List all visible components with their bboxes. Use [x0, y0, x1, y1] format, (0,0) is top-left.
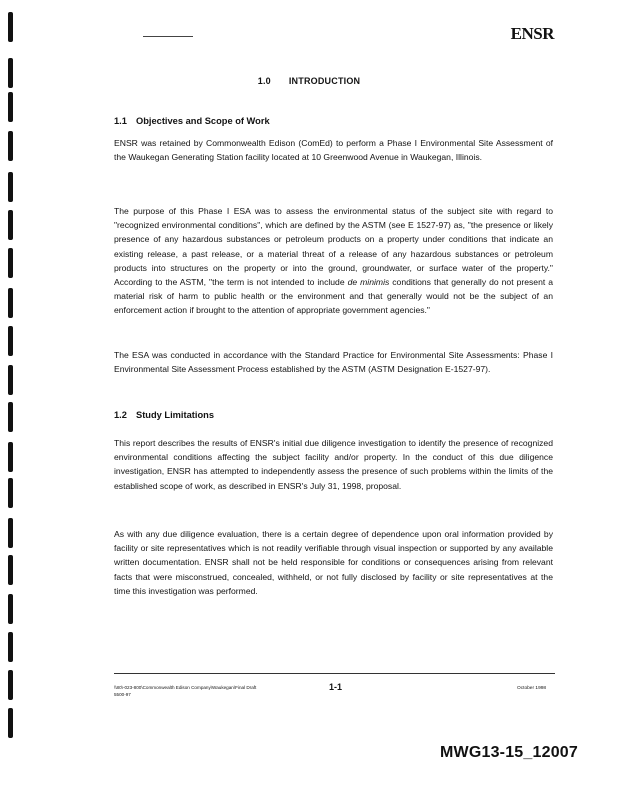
header-rule [143, 36, 193, 37]
section-number: 1.0 [257, 76, 271, 86]
punch-mark [8, 708, 13, 738]
subsection-number: 1.1 [114, 116, 127, 126]
punch-mark [8, 555, 13, 585]
subsection-heading-1-2 [114, 410, 214, 420]
section-heading [0, 76, 618, 86]
paragraph-purpose [114, 204, 553, 318]
page-number: 1-1 [329, 682, 343, 692]
subsection-title: Study Limitations [136, 410, 214, 420]
subsection-title: Objectives and Scope of Work [136, 116, 270, 126]
paragraph-standard-practice: The ESA was conducted in accordance with the Standard Practice for Environmental Site Assessments: Phase I Environmental Site Assessment Process established by the ASTM (ASTM Designation E-1527-97). [114, 350, 553, 375]
footer-date: October 1998 [517, 686, 547, 691]
punch-mark [8, 326, 13, 356]
punch-mark [8, 402, 13, 432]
punch-mark [8, 92, 13, 122]
punch-mark [8, 365, 13, 395]
paragraph-purpose-text-a: The purpose of this Phase I ESA was to assess the environmental status of the subject site with regard to "recognized environmental conditions", which are defined by the ASTM (see E 1527-97) as, "the presence or likely presence of any hazardous substances or petroleum products on a property under conditions that indicate an existing release, a past release, or a material threat of a release of any hazardous substances or petroleum products into structures on the property or into the ground, groundwater, or surface water of the property." According to the ASTM, "the term is not intended to include [114, 206, 553, 288]
company-logo: ENSR [510, 24, 554, 43]
punch-mark [8, 12, 13, 42]
footer-path-line: \\80\-023-800\Commonwealth Edison Company\Waukegan\Final Draft [114, 685, 257, 690]
paragraph-due-diligence: As with any due diligence evaluation, there is a certain degree of dependence upon oral information provided by facility or site representatives which is not readily verifiable through visual inspection or supported by any available written documentation. ENSR shall not be held responsible for conditions or consequences arising from relevant facts that were misconstrued, concealed, withheld, or not fully disclosed by facility or site representatives at the time this investigation was performed. [114, 529, 553, 596]
punch-mark [8, 594, 13, 624]
punch-mark [8, 478, 13, 508]
footer-file-path [114, 684, 256, 698]
punch-mark [8, 172, 13, 202]
paragraph-purpose-emphasis: de minimis [347, 277, 390, 288]
paragraph-retention: ENSR was retained by Commonwealth Edison (ComEd) to perform a Phase I Environmental Site Assessment of the Waukegan Generating Station facility located at 10 Greenwood Avenue in Waukegan, Illinois. [114, 138, 553, 163]
section-title: INTRODUCTION [288, 76, 361, 86]
punch-mark [8, 442, 13, 472]
footer-rule [114, 673, 555, 674]
bates-number: MWG13-15_12007 [440, 744, 578, 761]
paragraph-report-description: This report describes the results of ENSR's initial due diligence investigation to identify the presence of recognized environmental conditions affecting the subject facility and/or property. In the conduct of this due diligence investigation, ENSR has attempted to independently assess the presence of such problems within the limits of the established scope of work, as described in ENSR's July 31, 1998, proposal. [114, 438, 553, 491]
footer-code-line: 5500-97 [114, 692, 131, 697]
punch-mark [8, 210, 13, 240]
paragraph-purpose-text-b: conditions that generally do not present a material risk of harm to public health or the environment and that generally would not be the subject of an enforcement action if brought to the attention of appropriate government agencies." [114, 277, 553, 316]
punch-mark [8, 248, 13, 278]
punch-mark [8, 288, 13, 318]
punch-mark [8, 670, 13, 700]
binder-hole-marks [0, 0, 40, 760]
punch-mark [8, 632, 13, 662]
punch-mark [8, 518, 13, 548]
subsection-number: 1.2 [114, 410, 127, 420]
subsection-heading-1-1 [114, 116, 270, 126]
punch-mark [8, 131, 13, 161]
